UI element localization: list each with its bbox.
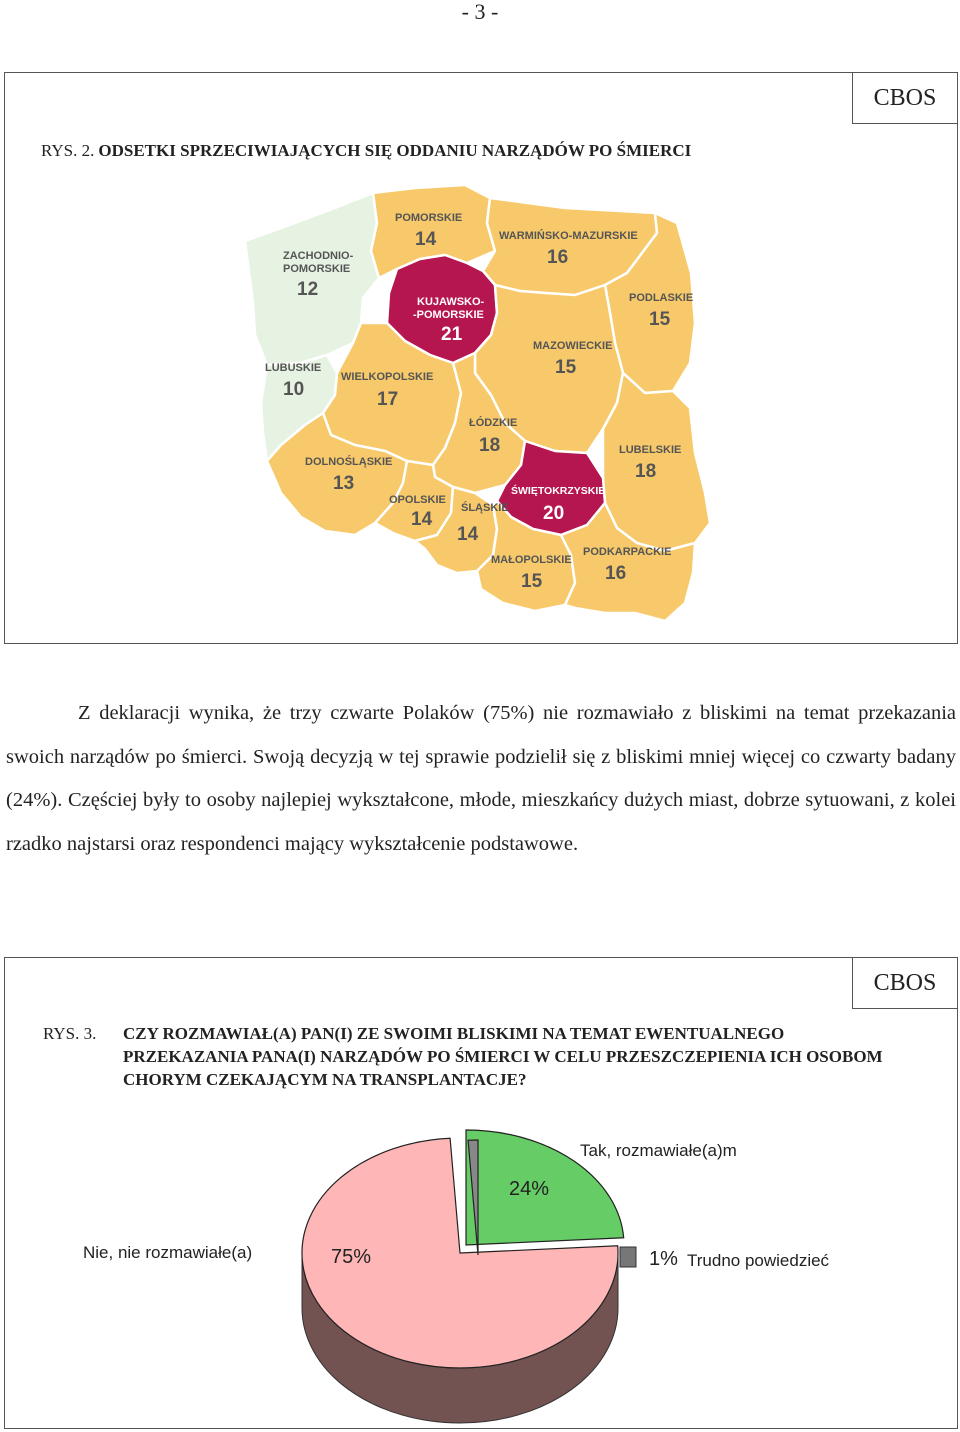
- figure-3-caption: CZY ROZMAWIAŁ(A) PAN(I) ZE SWOIMI BLISKIMI NA TEMAT EWENTUALNEGO PRZEKAZANIA PANA(I) NARZĄDÓW PO ŚMIERCI W CELU PRZESZCZEPIENIA ICH OSOBOM CHORYM CZEKAJĄCYM NA TRANSPLANTACJE?: [123, 1024, 883, 1089]
- region-label-zachodniopomorskie: ZACHODNIO-: [283, 250, 354, 262]
- slice-value-tak: 24%: [509, 1178, 550, 1200]
- region-value-swietokrzyskie: 20: [543, 503, 565, 524]
- slice-label-tak: Tak, rozmawiałe(a)m: [580, 1141, 737, 1160]
- region-value-lubelskie: 18: [635, 461, 657, 482]
- region-value-lodzkie: 18: [479, 435, 501, 456]
- region-value-lubuskie: 10: [283, 379, 305, 400]
- slice-value-trudno: 1%: [649, 1248, 678, 1270]
- region-label-malopolskie: MAŁOPOLSKIE: [491, 554, 572, 566]
- region-value-pomorskie: 14: [415, 229, 437, 250]
- region-label-lubuskie: LUBUSKIE: [265, 362, 322, 374]
- region-value-dolnoslaskie: 13: [333, 473, 355, 494]
- figure-2: [4, 72, 958, 644]
- region-value-podkarpackie: 16: [605, 563, 627, 584]
- region-label-lubelskie: LUBELSKIE: [619, 444, 682, 456]
- paragraph-text: Z deklaracji wynika, że trzy czwarte Polaków (75%) nie rozmawiało z bliskimi na temat przekazania swoich narządów po śmierci. Swoją decyzją w tej sprawie podzielił się z bliskimi mniej więcej co czwarty badany (24%). Częściej były to osoby najlepiej wykształcone, młode, mieszkańcy dużych miast, dobrze sytuowani, z kolei rzadko najstarsi oraz respondenci mający wykształcenie podstawowe.: [6, 702, 956, 855]
- figure-3: [4, 957, 958, 1429]
- region-label-swietokrzyskie: ŚWIĘTOKRZYSKIE: [511, 485, 606, 497]
- region-label-kujawsko-pomorskie: KUJAWSKO-: [417, 296, 485, 308]
- region-label-dolnoslaskie: DOLNOŚLĄSKIE: [305, 456, 393, 468]
- figure-2-number: RYS. 2.: [41, 141, 95, 160]
- region-label-lodzkie: ŁÓDZKIE: [469, 417, 518, 429]
- region-value-wielkopolskie: 17: [377, 389, 399, 410]
- figure-3-number: RYS. 3.: [43, 1024, 97, 1043]
- region-label-podlaskie: PODLASKIE: [629, 292, 694, 304]
- region-value-kujawsko-pomorskie: 21: [441, 324, 463, 345]
- region-label-kujawsko-pomorskie-2: -POMORSKIE: [413, 309, 484, 321]
- region-value-podlaskie: 15: [649, 309, 671, 330]
- region-value-warminsko-mazurskie: 16: [547, 247, 569, 268]
- region-value-opolskie: 14: [411, 509, 433, 530]
- page-number: - 3 -: [461, 0, 499, 24]
- pie-slice-edge-trudno: [620, 1247, 636, 1267]
- region-value-slaskie: 14: [457, 524, 479, 545]
- region-value-zachodniopomorskie: 12: [297, 279, 319, 300]
- region-label-zachodniopomorskie-2: POMORSKIE: [283, 263, 351, 275]
- figure-2-caption: ODSETKI SPRZECIWIAJĄCYCH SIĘ ODDANIU NARZĄDÓW PO ŚMIERCI: [98, 141, 692, 160]
- region-label-podkarpackie: PODKARPACKIE: [583, 546, 672, 558]
- body-paragraph: [6, 692, 956, 866]
- cbos-label: CBOS: [852, 72, 958, 124]
- poland-map: [5, 73, 957, 643]
- region-value-mazowieckie: 15: [555, 357, 577, 378]
- cbos-label-2: CBOS: [852, 957, 958, 1009]
- region-label-mazowieckie: MAZOWIECKIE: [533, 340, 613, 352]
- region-lubelskie: [603, 373, 710, 551]
- pie-chart: [5, 958, 957, 1428]
- slice-value-nie: 75%: [331, 1246, 372, 1268]
- region-value-malopolskie: 15: [521, 571, 543, 592]
- region-label-slaskie: ŚLĄSKIE: [461, 502, 509, 514]
- slice-label-trudno: Trudno powiedzieć: [687, 1251, 830, 1270]
- region-label-warminsko-mazurskie: WARMIŃSKO-MAZURSKIE: [499, 230, 638, 242]
- region-label-opolskie: OPOLSKIE: [389, 494, 446, 506]
- region-label-pomorskie: POMORSKIE: [395, 212, 463, 224]
- region-label-wielkopolskie: WIELKOPOLSKIE: [341, 371, 434, 383]
- slice-label-nie: Nie, nie rozmawiałe(a): [83, 1243, 253, 1262]
